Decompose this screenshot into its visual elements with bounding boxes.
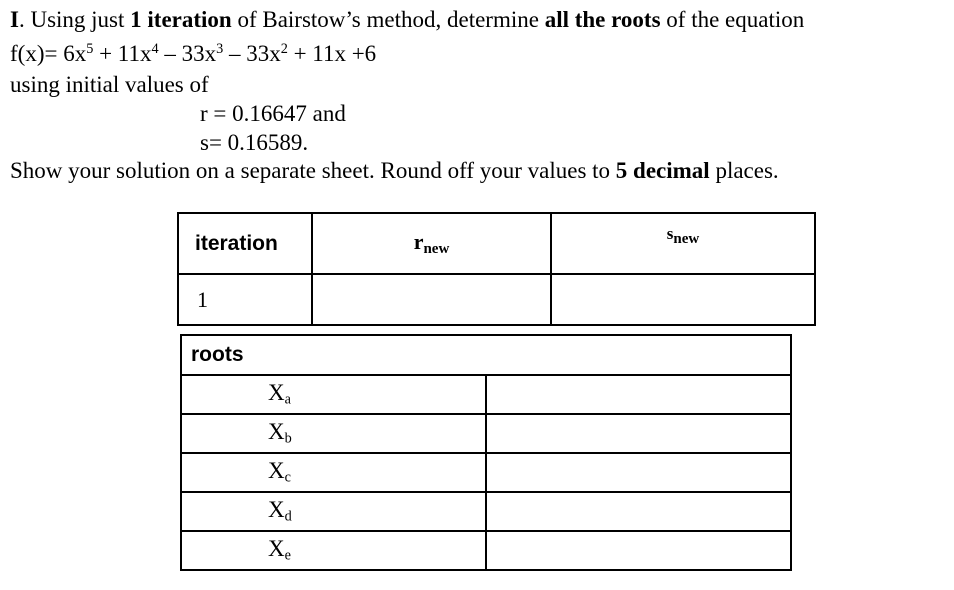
root-label-xc: $X_c$ [181,453,486,492]
header-iteration: iteration [178,213,312,274]
root-value-xb[interactable] [486,414,791,453]
iteration-number-cell: 1 [178,274,312,325]
root-row-xb [181,414,791,453]
iteration-table [177,212,816,326]
roots-table [180,334,792,571]
root-row-xd [181,492,791,531]
header-s-new: snew [551,213,815,274]
root-value-xa[interactable] [486,375,791,414]
root-label-xb: $X_b$ [181,414,486,453]
root-row-xa [181,375,791,414]
roots-table-header-row [181,335,791,375]
root-row-xc [181,453,791,492]
r-initial-value: r = 0.16647 and [200,101,346,126]
s-new-answer-cell[interactable] [551,274,815,325]
question-line-1: I. Using just 1 iteration of Bairstow’s method, determine all the roots of the equation [10,7,805,32]
root-value-xd[interactable] [486,492,791,531]
root-row-xe [181,531,791,570]
instructions-line: Show your solution on a separate sheet. Round off your values to 5 decimal places. [10,158,779,183]
s-initial-value: s= 0.16589. [200,130,309,155]
root-value-xc[interactable] [486,453,791,492]
header-r-new: rnew [312,213,551,274]
initial-values-intro: using initial values of [10,72,209,97]
iteration-row-1 [178,274,815,325]
root-label-xa: $X_a$ [181,375,486,414]
equation: $f(x)= 6x^5 + 11x^4 - 33x^3 - 33x^2 + 11x +6$ [10,41,377,66]
iteration-table-header-row [178,213,815,274]
root-value-xe[interactable] [486,531,791,570]
root-label-xd: $X_d$ [181,492,486,531]
roots-header: roots [181,335,791,375]
part-number: I [10,7,19,32]
r-new-answer-cell[interactable] [312,274,551,325]
root-label-xe: $X_e$ [181,531,486,570]
